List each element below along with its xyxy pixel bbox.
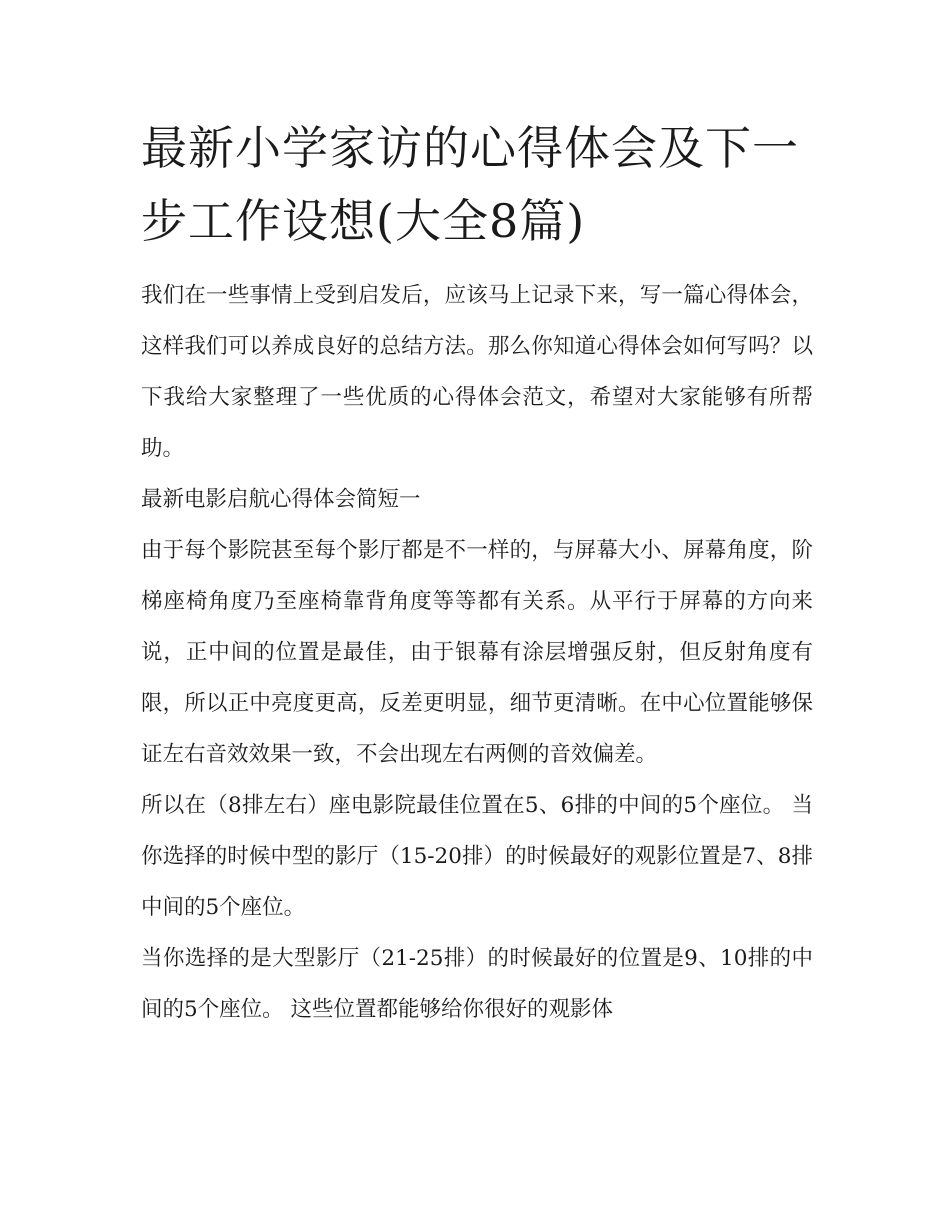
- section-heading: 最新电影启航心得体会简短一: [141, 487, 421, 512]
- body-paragraph-seating: 由于每个影院甚至每个影厅都是不一样的，与屏幕大小、屏幕角度，阶梯座椅角度乃至座椅靠背角度等等都有关系。从平行于屏幕的方向来说，正中间的位置是最佳，由于银幕有涂层增强反射，但反射角度有限，所以正中亮度更高，反差更明显，细节更清晰。在中心位置能够保证左右音效效果一致，不会出现左右两侧的音效偏差。: [141, 538, 813, 767]
- body-paragraph-large-hall: 当你选择的是大型影厅（21-25排）的时候最好的位置是9、10排的中间的5个座位。 这些位置都能够给你很好的观影体: [141, 946, 813, 1022]
- document-title: 最新小学家访的心得体会及下一步工作设想(大全8篇): [141, 121, 799, 248]
- document-body: [141, 112, 813, 1035]
- body-paragraph-small-hall: 所以在（8排左右）座电影院最佳位置在5、6排的中间的5个座位。 当你选择的时候中型的影厅（15-20排）的时候最好的观影位置是7、8排中间的5个座位。: [141, 793, 813, 920]
- intro-paragraph: 我们在一些事情上受到启发后，应该马上记录下来，写一篇心得体会，这样我们可以养成良好的总结方法。那么你知道心得体会如何写吗？以下我给大家整理了一些优质的心得体会范文，希望对大家能够有所帮助。: [141, 283, 813, 461]
